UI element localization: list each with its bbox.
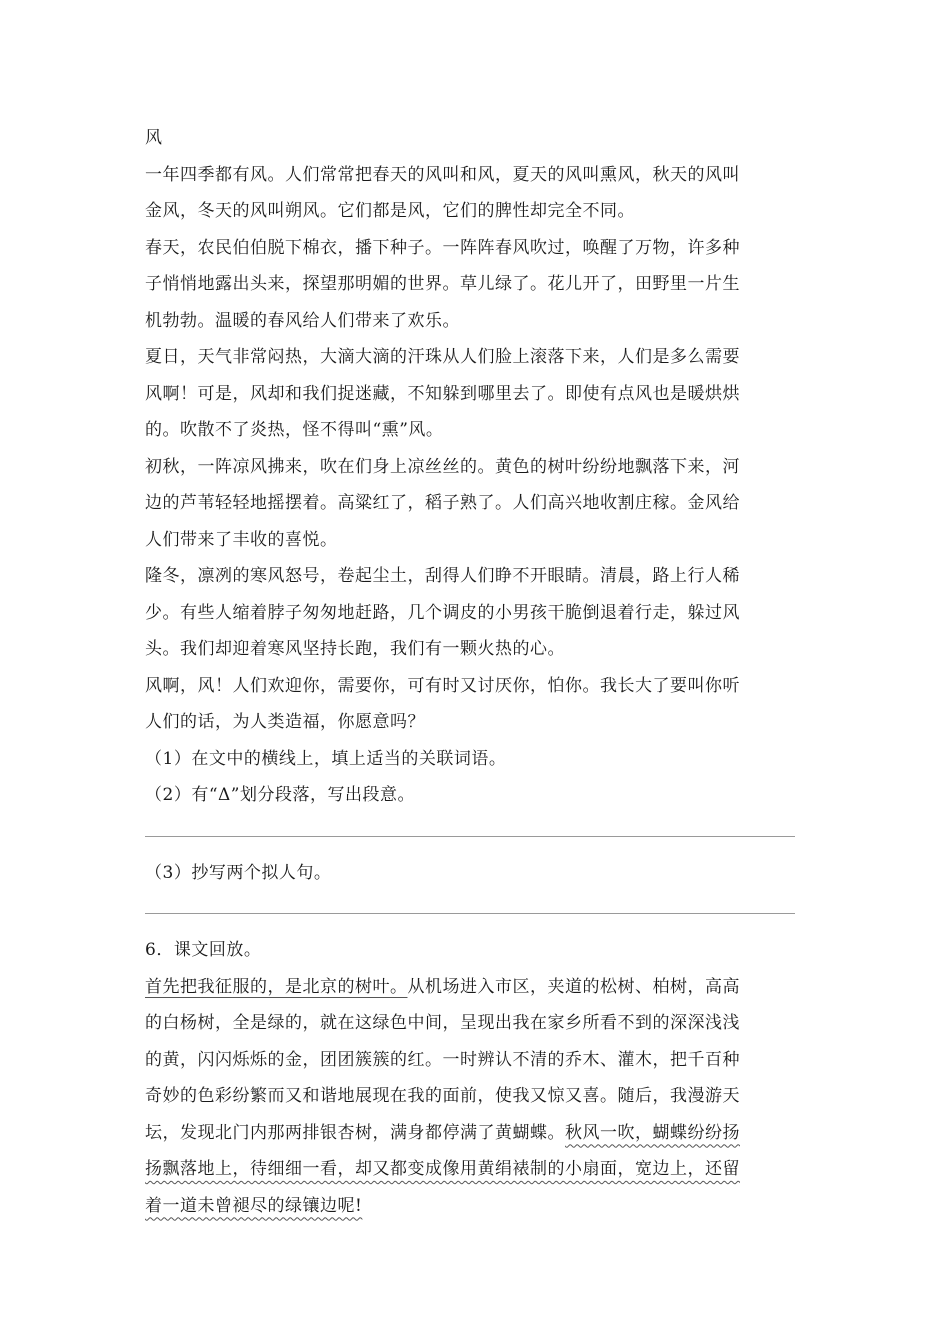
passage-line: 一年四季都有风。人们常常把春天的风叫和风，夏天的风叫熏风，秋天的风叫: [145, 164, 740, 185]
passage-line: 机勃勃。温暖的春风给人们带来了欢乐。: [145, 310, 460, 331]
passage-line: 子悄悄地露出头来，探望那明媚的世界。草儿绿了。花儿开了，田野里一片生: [145, 274, 740, 294]
section-6-line: [145, 1151, 810, 1188]
section-6-line: [145, 1188, 810, 1225]
passage-line: 隆冬，凛冽的寒风怒号，卷起尘土，刮得人们睁不开眼睛。清晨，路上行人稀: [145, 566, 740, 586]
passage-line: 夏日，天气非常闷热，大滴大滴的汗珠从人们脸上滚落下来，人们是多么需要: [145, 347, 740, 367]
passage-line: 头。我们却迎着寒风坚持长跑，我们有一颗火热的心。: [145, 639, 565, 659]
passage-body: [145, 157, 810, 741]
passage-line: 边的芦苇轻轻地摇摆着。高粱红了，稻子熟了。人们高兴地收割庄稼。金风给: [145, 493, 740, 513]
wavy-underlined-text: 扬飘落地上，待细细一看，却又都变成像用黄绢裱制的小扇面，宽边上，还留: [145, 1159, 740, 1179]
passage-line: 风啊，风！人们欢迎你，需要你，可有时又讨厌你，怕你。我长大了要叫你听: [145, 675, 740, 696]
passage-line: 少。有些人缩着脖子匆匆地赶路，几个调皮的小男孩干脆倒退着行走，躲过风: [145, 602, 740, 623]
section-6-line: [145, 969, 810, 1006]
passage-line: 人们带来了丰收的喜悦。: [145, 529, 338, 550]
passage-line: 金风，冬天的风叫朔风。它们都是风，它们的脾性却完全不同。: [145, 201, 635, 221]
section-6-heading: 6．课文回放。: [145, 940, 262, 960]
question-2: （2）有“Δ”划分段落，写出段意。: [145, 785, 415, 805]
section-6-text: 坛，发现北门内那两排银杏树，满身都停满了黄蝴蝶。: [145, 1122, 565, 1143]
underlined-sentence: 首先把我征服的，是北京的树叶。: [145, 976, 408, 997]
section-6-line: 的白杨树，全是绿的，就在这绿色中间，呈现出我在家乡所看不到的深深浅浅: [145, 1013, 740, 1033]
document-page: [145, 120, 810, 1224]
passage-line: 初秋，一阵凉风拂来，吹在们身上凉丝丝的。黄色的树叶纷纷地飘落下来，河: [145, 456, 740, 477]
passage-title: 风: [145, 128, 163, 148]
section-6-line: 的黄，闪闪烁烁的金，团团簇簇的红。一时辨认不清的乔木、灌木，把千百种: [145, 1049, 740, 1070]
wavy-underlined-text: 着一道未曾褪尽的绿镶边呢!: [145, 1195, 363, 1216]
passage-line: 风啊！可是，风却和我们捉迷藏，不知躲到哪里去了。即使有点风也是暖烘烘: [145, 383, 740, 404]
passage-line: 人们的话，为人类造福，你愿意吗？: [145, 712, 425, 732]
wavy-underlined-text: 秋风一吹，蝴蝶纷纷扬: [565, 1122, 740, 1143]
question-3: （3）抄写两个拟人句。: [145, 862, 332, 883]
passage-line: 春天，农民伯伯脱下棉衣，播下种子。一阵阵春风吹过，唤醒了万物，许多种: [145, 237, 740, 258]
section-6-line: 奇妙的色彩纷繁而又和谐地展现在我的面前，使我又惊又喜。随后，我漫游天: [145, 1086, 740, 1106]
passage-line: 的。吹散不了炎热，怪不得叫“熏”风。: [145, 420, 444, 440]
section-6-line: [145, 1115, 810, 1152]
section-6-text: 从机场进入市区，夹道的松树、柏树，高高: [407, 976, 740, 997]
question-1: （1）在文中的横线上，填上适当的关联词语。: [145, 748, 507, 769]
